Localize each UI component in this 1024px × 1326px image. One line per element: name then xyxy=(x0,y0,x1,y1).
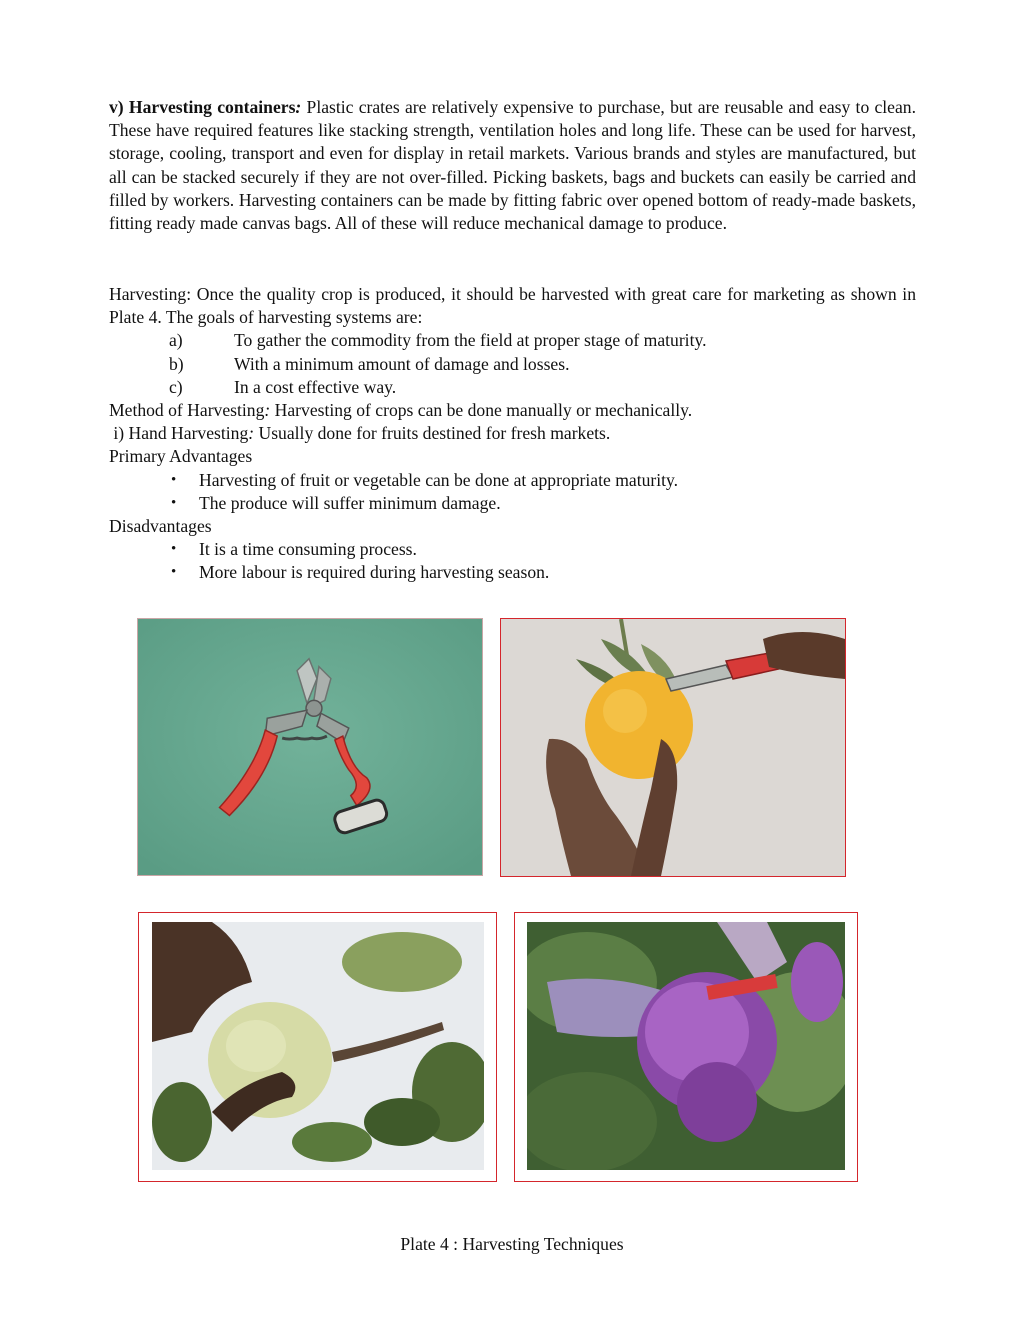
goal-item-c xyxy=(109,376,916,399)
hand-text: Usually done for fruits destined for fresh markets. xyxy=(254,423,611,444)
bullet-icon: • xyxy=(171,471,177,488)
goal-text: In a cost effective way. xyxy=(234,376,397,397)
harvesting-containers-heading: v) Harvesting containers xyxy=(109,97,296,117)
harvesting-intro-paragraph: Harvesting: Once the quality crop is produced, it should be harvested with great care for marketing as shown in Plate 4. The goals of harvesting systems are: xyxy=(109,284,916,328)
goal-label: b) xyxy=(169,353,184,374)
method-of-harvesting-line xyxy=(109,399,916,422)
harvesting-section xyxy=(109,283,916,585)
method-lead: Method of Harvesting xyxy=(109,399,265,420)
plate-caption: Plate 4 : Harvesting Techniques xyxy=(400,1234,624,1254)
method-text: Harvesting of crops can be done manually or mechanically. xyxy=(270,399,693,420)
advantage-text: Harvesting of fruit or vegetable can be done at appropriate maturity. xyxy=(199,469,679,490)
method-colon: : xyxy=(264,399,271,420)
disadvantage-item xyxy=(109,538,916,561)
pruning-shears-photo xyxy=(137,618,483,876)
disadvantage-text: More labour is required during harvesting season. xyxy=(199,562,550,583)
advantages-heading: Primary Advantages xyxy=(109,446,253,467)
goal-item-a xyxy=(109,329,916,352)
disadvantages-heading: Disadvantages xyxy=(109,515,212,536)
harvesting-containers-body: Plastic crates are relatively expensive to purchase, but are reusable and easy to clean. These have required features like stacking strength, ventilation holes and long life. These can be used for harvest, storage, cooling, transport and even for display in retail markets. Various brands and styles are manufactured, but all can be stacked securely if they are not over-filled. Picking baskets, bags and buckets can easily be carried and filled by workers. Harvesting containers can be made by fitting fabric over opened bottom of ready-made baskets, fitting ready made canvas bags. All of these will reduce mechanical damage to produce. xyxy=(109,97,916,234)
orange-harvest-photo xyxy=(501,619,845,876)
hand-harvesting-line xyxy=(109,422,916,445)
advantage-item xyxy=(109,492,916,515)
advantage-item xyxy=(109,469,916,492)
harvesting-containers-paragraph xyxy=(109,96,916,235)
goal-text: To gather the commodity from the field at proper stage of maturity. xyxy=(234,330,707,351)
advantage-text: The produce will suffer minimum damage. xyxy=(199,492,501,513)
goal-label: c) xyxy=(169,376,183,397)
hand-lead: i) Hand Harvesting xyxy=(109,423,249,444)
bullet-icon: • xyxy=(171,494,177,511)
heading-colon: : xyxy=(295,97,302,117)
goal-label: a) xyxy=(169,330,183,351)
goal-text: With a minimum amount of damage and losses. xyxy=(234,353,570,374)
grapes-harvest-photo xyxy=(527,922,845,1170)
goal-item-b xyxy=(109,353,916,376)
bullet-icon: • xyxy=(171,541,177,558)
pear-harvest-photo xyxy=(152,922,484,1170)
hand-colon: : xyxy=(248,423,255,444)
disadvantage-item xyxy=(109,561,916,584)
bullet-icon: • xyxy=(171,564,177,581)
disadvantage-text: It is a time consuming process. xyxy=(199,539,417,560)
